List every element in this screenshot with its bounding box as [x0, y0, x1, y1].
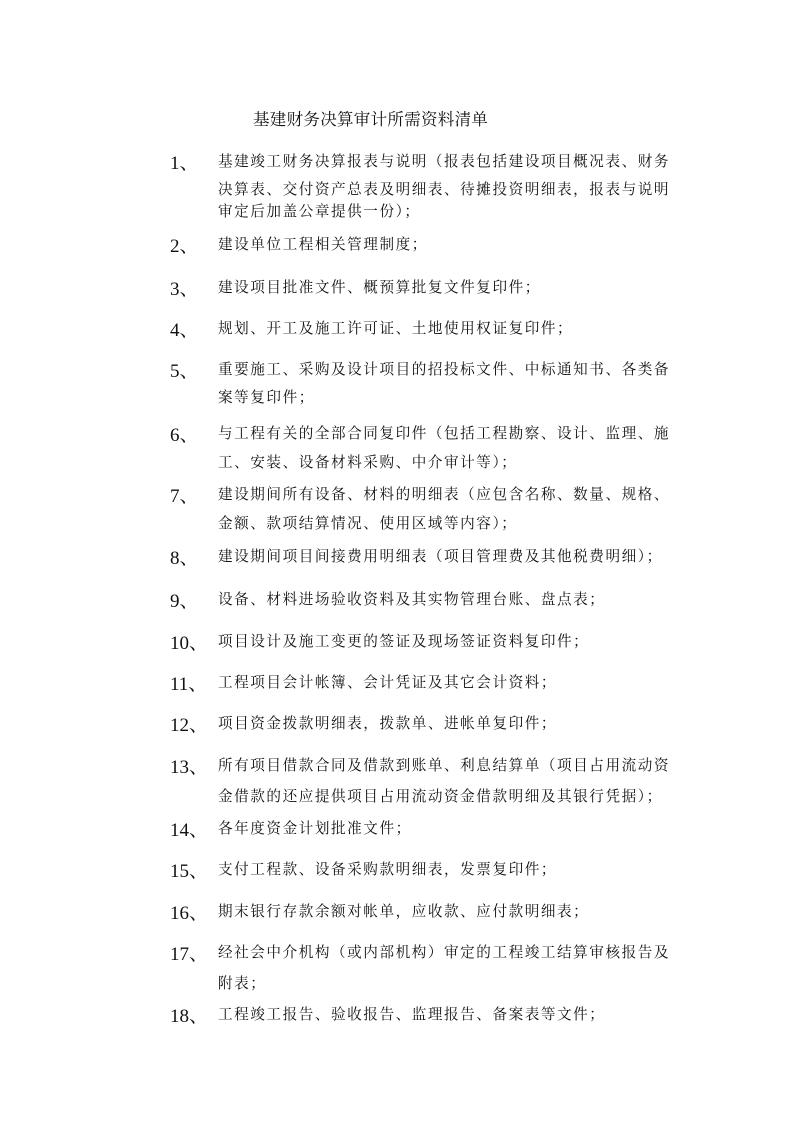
item-text-line: 工、安装、设备材料采购、中介审计等）； — [218, 454, 518, 471]
item-number: 18、 — [170, 1006, 209, 1027]
item-text-line: 工程竣工报告、验收报告、监理报告、备案表等文件； — [218, 1006, 606, 1023]
item-text-line: 建设期间项目间接费用明细表（项目管理费及其他税费明细）； — [218, 548, 663, 565]
item-text-line: 决算表、交付资产总表及明细表、待摊投资明细表，报表与说明 — [218, 181, 671, 198]
item-number: 1、 — [170, 153, 199, 174]
item-number: 6、 — [170, 425, 199, 446]
item-number: 16、 — [170, 903, 209, 924]
item-number: 15、 — [170, 861, 209, 882]
item-number: 11、 — [170, 674, 208, 695]
item-text-line: 案等复印件； — [218, 389, 315, 406]
item-text-line: 基建竣工财务决算报表与说明（报表包括建设项目概况表、财务 — [218, 153, 671, 170]
item-number: 10、 — [170, 633, 209, 654]
item-text-line: 建设单位工程相关管理制度； — [218, 236, 428, 253]
item-number: 5、 — [170, 361, 199, 382]
item-number: 12、 — [170, 715, 209, 736]
item-text-line: 金额、款项结算情况、使用区域等内容）； — [218, 515, 518, 532]
item-text-line: 期末银行存款余额对帐单，应收款、应付款明细表； — [218, 903, 590, 920]
item-number: 2、 — [170, 236, 199, 257]
item-text-line: 项目设计及施工变更的签证及现场签证资料复印件； — [218, 633, 590, 650]
item-text-line: 项目资金拨款明细表，拨款单、进帐单复印件； — [218, 715, 558, 732]
item-text-line: 规划、开工及施工许可证、土地使用权证复印件； — [218, 320, 574, 337]
item-number: 13、 — [170, 757, 209, 778]
item-number: 3、 — [170, 279, 199, 300]
item-number: 9、 — [170, 591, 199, 612]
item-text-line: 建设期间所有设备、材料的明细表（应包含名称、数量、规格、 — [218, 486, 671, 503]
item-text-line: 工程项目会计帐簿、会计凭证及其它会计资料； — [218, 674, 558, 691]
item-text-line: 支付工程款、设备采购款明细表，发票复印件； — [218, 861, 558, 878]
item-text-line: 各年度资金计划批准文件； — [218, 820, 412, 837]
item-number: 4、 — [170, 320, 199, 341]
item-text-line: 所有项目借款合同及借款到账单、利息结算单（项目占用流动资 — [218, 757, 671, 774]
item-text-line: 经社会中介机构（或内部机构）审定的工程竣工结算审核报告及 — [218, 944, 671, 961]
item-text-line: 建设项目批准文件、概预算批复文件复印件； — [218, 279, 541, 296]
item-text-line: 金借款的还应提供项目占用流动资金借款明细及其银行凭据）； — [218, 788, 663, 805]
item-text-line: 设备、材料进场验收资料及其实物管理台账、盘点表； — [218, 591, 606, 608]
item-text-line: 重要施工、采购及设计项目的招投标文件、中标通知书、各类备 — [218, 361, 671, 378]
item-number: 8、 — [170, 548, 199, 569]
item-text-line: 与工程有关的全部合同复印件（包括工程勘察、设计、监理、施 — [218, 425, 671, 442]
item-text-line: 审定后加盖公章提供一份）； — [218, 203, 421, 220]
item-number: 17、 — [170, 944, 209, 965]
item-text-line: 附表； — [218, 975, 267, 992]
document-title: 基建财务决算审计所需资料清单 — [253, 110, 489, 129]
item-number: 14、 — [170, 820, 209, 841]
item-number: 7、 — [170, 486, 199, 507]
